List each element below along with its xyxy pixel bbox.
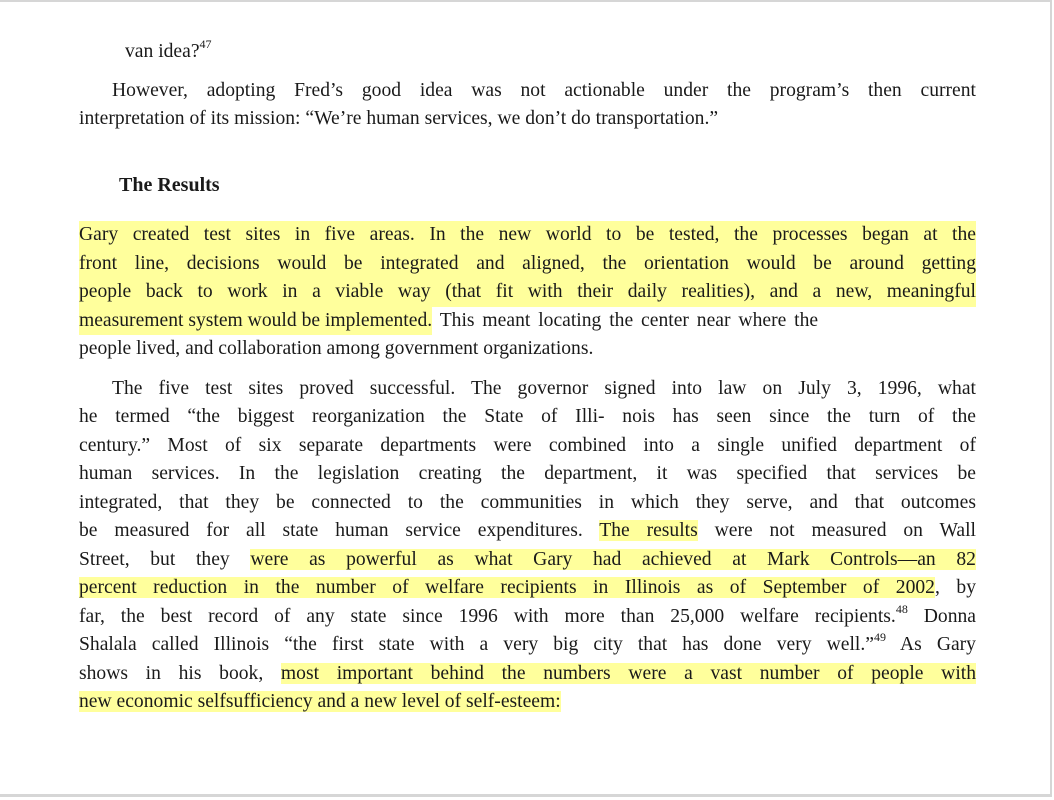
paragraph-line: century.” Most of six separate departments were combined into a single unified department of xyxy=(79,434,976,456)
text: Shalala called Illinois “the first state with a very big city that has done very well.” xyxy=(79,634,874,655)
footnote-49: 49 xyxy=(873,630,886,645)
paragraph-line xyxy=(79,603,976,632)
highlighted-line: front line, decisions would be integrated and aligned, the orientation would be around getting xyxy=(79,250,976,279)
paragraph-line: integrated, that they be connected to the communities in which they serve, and that outcomes xyxy=(79,491,976,513)
highlighted-line: Gary created test sites in five areas. In the new world to be tested, the processes began at the xyxy=(79,221,976,250)
highlight: percent reduction in the number of welfare recipients in Illinois as of September of 2002 xyxy=(79,577,935,598)
paragraph-line xyxy=(79,307,976,336)
paragraph-results xyxy=(79,375,976,717)
paragraph-line xyxy=(79,574,976,603)
paragraph-line: people lived, and collaboration among government organizations. xyxy=(79,338,594,359)
paragraph-line xyxy=(79,660,976,689)
text: shows in his book, xyxy=(79,662,281,684)
fragment-text: van idea? xyxy=(125,41,200,62)
spacer xyxy=(79,134,976,171)
highlighted-line: people back to work in a viable way (that fit with their daily realities), and a new, meaningful xyxy=(79,278,976,307)
text: far, the best record of any state since 1996 with more than 25,000 welfare recipients. xyxy=(79,605,896,627)
highlight: measurement system would be implemented. xyxy=(79,307,432,336)
spacer xyxy=(79,199,976,221)
text: were not measured on Wall xyxy=(697,520,976,541)
text: As Gary xyxy=(885,634,976,655)
paragraph-line: interpretation of its mission: “We’re human services, we don’t do transportation.” xyxy=(79,108,719,129)
highlight: new economic selfsufficiency and a new level of self-esteem: xyxy=(79,691,561,712)
text: Donna xyxy=(907,605,976,627)
spacer xyxy=(79,364,976,375)
highlight: most important behind the numbers were a vast number of people with xyxy=(280,662,977,684)
paragraph-test-sites xyxy=(79,221,976,364)
paragraph-line: human services. In the legislation creating the department, it was specified that services be xyxy=(79,463,976,484)
document-page xyxy=(79,38,976,717)
paragraph-line: The five test sites proved successful. The governor signed into law on July 3, 1996, what xyxy=(112,377,976,399)
spacer xyxy=(79,67,976,77)
paragraph-line: However, adopting Fred’s good idea was not actionable under the program’s then current xyxy=(112,79,976,101)
paragraph-line xyxy=(79,546,976,575)
text: be measured for all state human service expenditures. xyxy=(79,520,600,541)
highlight: The results xyxy=(599,520,698,541)
footnote-47: 47 xyxy=(199,37,212,52)
text: , by xyxy=(934,577,977,598)
paragraph-mission xyxy=(79,77,976,134)
paragraph-line xyxy=(79,631,976,660)
text: Street, but they xyxy=(79,548,251,570)
footnote-48: 48 xyxy=(895,601,908,616)
paragraph-line: he termed “the biggest reorganization the State of Illi- nois has seen since the turn of the xyxy=(79,406,976,427)
paragraph-line xyxy=(79,688,976,717)
section-heading: The Results xyxy=(119,173,220,196)
paragraph-line xyxy=(79,517,976,546)
continued-fragment xyxy=(79,38,976,67)
highlight: were as powerful as what Gary had achieved at Mark Controls—an 82 xyxy=(250,548,976,570)
text: This meant locating the center near where the xyxy=(432,309,819,331)
